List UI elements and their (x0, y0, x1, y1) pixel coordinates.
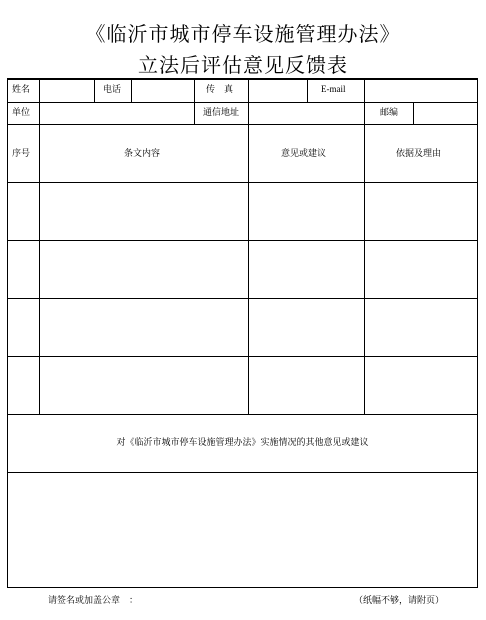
email-label: E-mail (321, 84, 346, 94)
table-row[interactable] (8, 241, 477, 298)
unit-label: 单位 (12, 108, 31, 118)
table-row[interactable] (8, 357, 477, 414)
address-label: 通信地址 (203, 108, 240, 118)
col-divider (307, 78, 308, 103)
table-row[interactable] (8, 299, 477, 356)
address-field[interactable] (249, 103, 364, 124)
postcode-field[interactable] (414, 103, 477, 124)
col-divider (194, 78, 195, 103)
col-divider (94, 78, 95, 103)
table-border-bottom (7, 587, 478, 588)
header-basis: 依据及理由 (396, 149, 442, 159)
table-row[interactable] (8, 183, 477, 240)
postcode-label: 邮编 (380, 108, 399, 118)
name-label: 姓名 (12, 85, 31, 95)
phone-field[interactable] (132, 79, 194, 102)
title-line-2: 立法后评估意见反馈表 (138, 53, 348, 77)
unit-field[interactable] (40, 103, 194, 124)
other-opinion-field[interactable] (8, 473, 477, 587)
fax-field[interactable] (249, 79, 307, 102)
attachment-note: （纸幅不够，请附页） (354, 596, 445, 606)
email-field[interactable] (365, 79, 477, 102)
name-field[interactable] (40, 79, 94, 102)
col-divider (364, 102, 365, 125)
signature-label: 请签名或加盖公章 ： (48, 596, 139, 606)
phone-label: 电话 (103, 85, 122, 95)
title-line-1: 《临沂市城市停车设施管理办法》 (85, 22, 401, 46)
row-divider (7, 124, 478, 125)
header-clause: 条文内容 (124, 149, 161, 159)
table-border-right (477, 78, 478, 588)
row-divider (7, 414, 478, 415)
fax-label: 传 真 (206, 85, 234, 95)
header-opinion: 意见或建议 (281, 149, 327, 159)
other-opinion-label: 对《临沂市城市停车设施管理办法》实施情况的其他意见或建议 (116, 438, 369, 448)
header-seq: 序号 (12, 149, 31, 159)
col-divider (194, 102, 195, 125)
